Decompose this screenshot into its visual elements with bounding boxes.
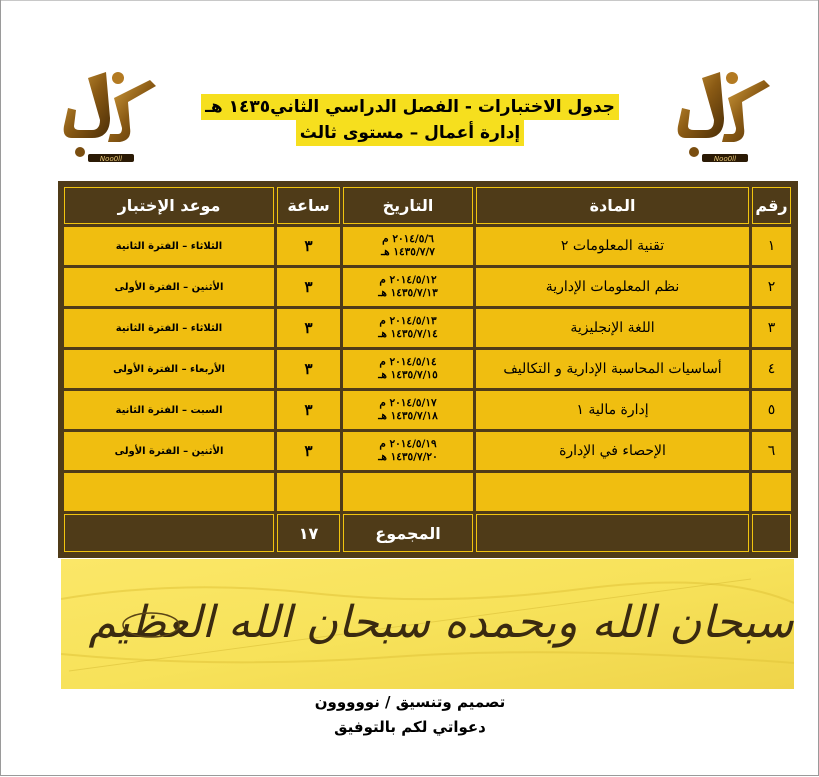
row2-hours: ٣: [277, 268, 340, 306]
col-header-date: التاريخ: [343, 187, 473, 224]
noon-logo-right-icon: [672, 68, 782, 168]
row2-num: ٢: [752, 268, 791, 306]
col-header-subject: المادة: [476, 187, 749, 224]
col-header-num: رقم: [752, 187, 791, 224]
row2-date: [343, 268, 473, 306]
row3-num: ٣: [752, 309, 791, 347]
row2-subject: نظم المعلومات الإدارية: [476, 268, 749, 306]
row3-slot: الثلاثاء – الفترة الثانية: [64, 309, 274, 347]
empty-row-hours: [277, 473, 340, 511]
empty-row-slot: [64, 473, 274, 511]
col-header-hours: ساعة: [277, 187, 340, 224]
empty-row-num: [752, 473, 791, 511]
row6-hours: ٣: [277, 432, 340, 470]
row6-slot: الأثنين – الفترة الأولى: [64, 432, 274, 470]
row4-date-hijri: ١٤٣٥/٧/١٥ هـ: [378, 369, 438, 381]
row6-date-gregorian: ٢٠١٤/٥/١٩ م: [379, 438, 437, 450]
row5-date-hijri: ١٤٣٥/٧/١٨ هـ: [378, 410, 438, 422]
calligraphy-banner: [61, 559, 794, 689]
calligraphy-text: سبحان الله وبحمده سبحان الله العظيم: [88, 597, 794, 648]
row5-num: ٥: [752, 391, 791, 429]
title-line-1: جدول الاختبارات - الفصل الدراسي الثاني١٤٣٥ هـ: [201, 94, 619, 120]
row6-num: ٦: [752, 432, 791, 470]
row1-slot: الثلاثاء – الفترة الثانية: [64, 227, 274, 265]
noon-logo-left-icon: [58, 68, 168, 168]
row1-hours: ٣: [277, 227, 340, 265]
total-row-slot: [64, 514, 274, 552]
row4-num: ٤: [752, 350, 791, 388]
total-value: ١٧: [277, 514, 340, 552]
total-row-num: [752, 514, 791, 552]
row3-date-gregorian: ٢٠١٤/٥/١٣ م: [379, 315, 437, 327]
page-title: [200, 94, 620, 146]
row6-date-hijri: ١٤٣٥/٧/٢٠ هـ: [378, 451, 438, 463]
row1-date: [343, 227, 473, 265]
row3-date: [343, 309, 473, 347]
row4-slot: الأربعاء – الفترة الأولى: [64, 350, 274, 388]
empty-row-date: [343, 473, 473, 511]
row5-subject: إدارة مالية ١: [476, 391, 749, 429]
svg-text:Noo0ll: Noo0ll: [99, 155, 123, 163]
row1-date-hijri: ١٤٣٥/٧/٧ هـ: [381, 246, 435, 258]
row6-subject: الإحصاء في الإدارة: [476, 432, 749, 470]
row2-date-hijri: ١٤٣٥/٧/١٣ هـ: [378, 287, 438, 299]
col-header-slot: موعد الإختبار: [64, 187, 274, 224]
row1-subject: تقنية المعلومات ٢: [476, 227, 749, 265]
row1-num: ١: [752, 227, 791, 265]
empty-row-subject: [476, 473, 749, 511]
row5-date-gregorian: ٢٠١٤/٥/١٧ م: [379, 397, 437, 409]
row5-date: [343, 391, 473, 429]
row2-date-gregorian: ٢٠١٤/٥/١٢ م: [379, 274, 437, 286]
row1-date-gregorian: ٢٠١٤/٥/٦ م: [382, 233, 434, 245]
exam-schedule-table: [58, 181, 798, 558]
row5-hours: ٣: [277, 391, 340, 429]
title-line-2: إدارة أعمال – مستوى ثالث: [296, 120, 525, 146]
row4-date: [343, 350, 473, 388]
footer: [200, 690, 620, 740]
row4-date-gregorian: ٢٠١٤/٥/١٤ م: [379, 356, 437, 368]
row5-slot: السبت – الفترة الثانية: [64, 391, 274, 429]
total-row-subject: [476, 514, 749, 552]
row4-hours: ٣: [277, 350, 340, 388]
row2-slot: الأثنين – الفترة الأولى: [64, 268, 274, 306]
footer-wish: دعواتي لكم بالتوفيق: [334, 718, 486, 736]
row6-date: [343, 432, 473, 470]
footer-credit: تصميم وتنسيق / نووووون: [314, 693, 506, 711]
svg-text:Noo0ll: Noo0ll: [713, 155, 737, 163]
row4-subject: أساسيات المحاسبة الإدارية و التكاليف: [476, 350, 749, 388]
total-label: المجموع: [343, 514, 473, 552]
row3-subject: اللغة الإنجليزية: [476, 309, 749, 347]
row3-hours: ٣: [277, 309, 340, 347]
row3-date-hijri: ١٤٣٥/٧/١٤ هـ: [378, 328, 438, 340]
